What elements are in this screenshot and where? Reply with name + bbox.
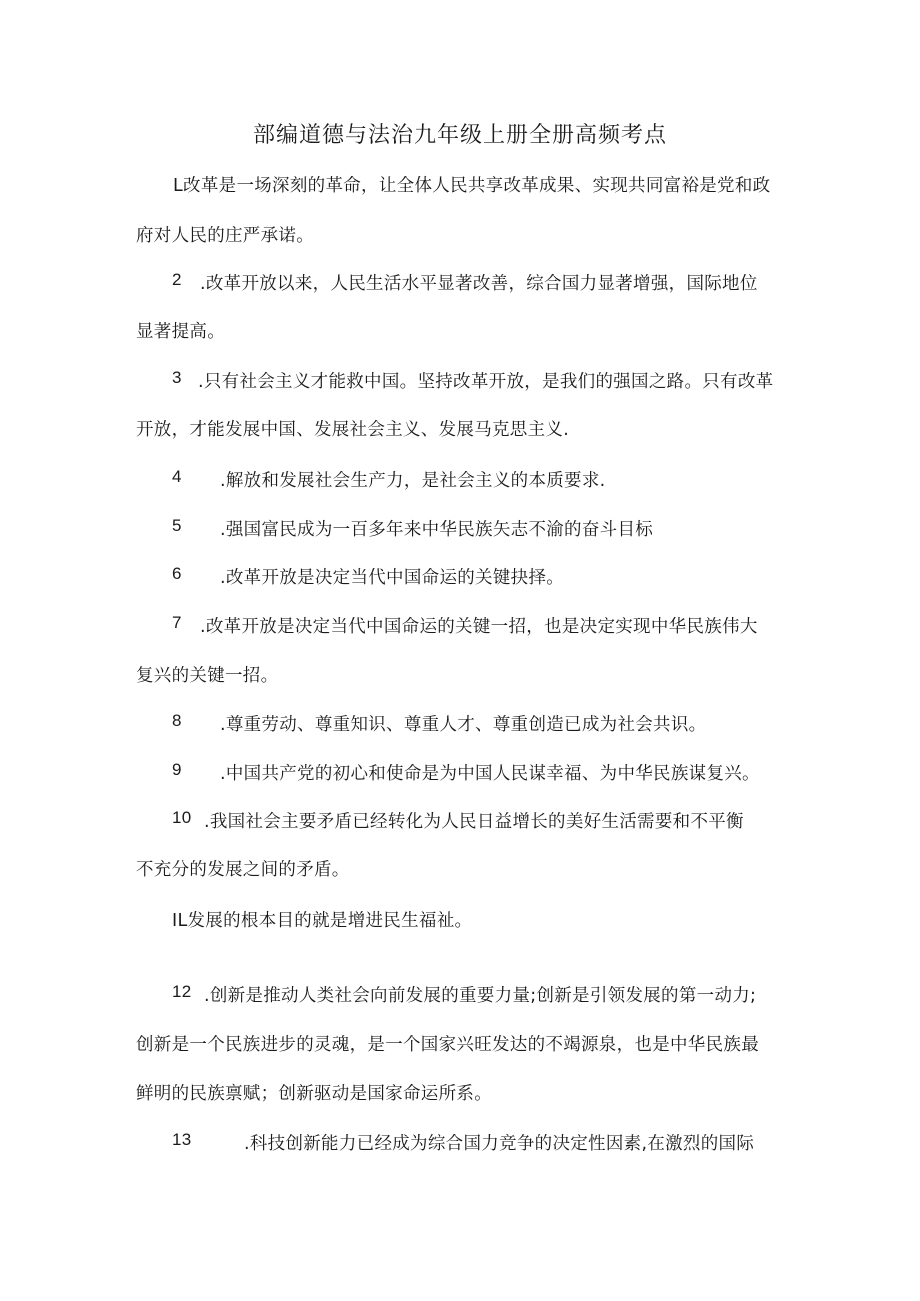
item-text-line: .尊重劳动、尊重知识、尊重人才、尊重创造已成为社会共识。 — [220, 715, 707, 735]
item-number: 8 — [172, 711, 182, 730]
item-text-line: IL发展的根本目的就是增进民生福祉。 — [172, 911, 473, 931]
item-text-line: .只有社会主义才能救中国。坚持改革开放，是我们的强国之路。只有改革 — [198, 372, 774, 392]
item-text-line: .我国社会主要矛盾已经转化为人民日益增长的美好生活需要和不平衡 — [204, 812, 744, 832]
item-number: 9 — [172, 760, 182, 779]
item-number: 10 — [172, 808, 192, 827]
item-text-line: .中国共产党的初心和使命是为中国人民谋幸福、为中华民族谋复兴。 — [220, 764, 760, 784]
item-number: 7 — [172, 613, 182, 632]
item-text-line: 鲜明的民族禀赋；创新驱动是国家命运所系。 — [136, 1084, 492, 1104]
item-text-line: 府对人民的庄严承诺。 — [136, 226, 314, 246]
item-number: 6 — [172, 564, 182, 583]
item-number: 2 — [172, 270, 182, 289]
item-number: 3 — [172, 368, 182, 387]
item-text-line: 显著提高。 — [136, 322, 225, 342]
item-number: 12 — [172, 982, 192, 1001]
item-number: 5 — [172, 516, 182, 535]
item-text-line: .解放和发展社会生产力，是社会主义的本质要求. — [220, 471, 606, 491]
item-text-line: .强国富民成为一百多年来中华民族矢志不渝的奋斗目标 — [220, 520, 654, 540]
item-text-line: .改革开放是决定当代中国命运的关键一招，也是决定实现中华民族伟大 — [200, 617, 758, 637]
item-text-line: L改革是一场深刻的革命，让全体人民共享改革成果、实现共同富裕是党和政 — [173, 176, 771, 196]
item-text-line: .改革开放是决定当代中国命运的关键抉择。 — [220, 568, 565, 588]
item-text-line: 不充分的发展之间的矛盾。 — [136, 860, 350, 880]
item-text-line: 创新是一个民族进步的灵魂，是一个国家兴旺发达的不竭源泉，也是中华民族最 — [136, 1035, 759, 1055]
item-text-line: .改革开放以来，人民生活水平显著改善，综合国力显著增强，国际地位 — [200, 274, 758, 294]
item-text-line: 复兴的关键一招。 — [136, 666, 279, 686]
item-text-line: .科技创新能力已经成为综合国力竞争的决定性因素,在激烈的国际 — [244, 1134, 755, 1154]
document-title: 部编道德与法治九年级上册全册高频考点 — [252, 123, 667, 148]
item-number: 13 — [172, 1130, 192, 1149]
item-text-line: .创新是推动人类社会向前发展的重要力量;创新是引领发展的第一动力; — [204, 986, 757, 1006]
item-number: 4 — [172, 467, 182, 486]
item-text-line: 开放，才能发展中国、发展社会主义、发展马克思主义. — [136, 420, 570, 440]
